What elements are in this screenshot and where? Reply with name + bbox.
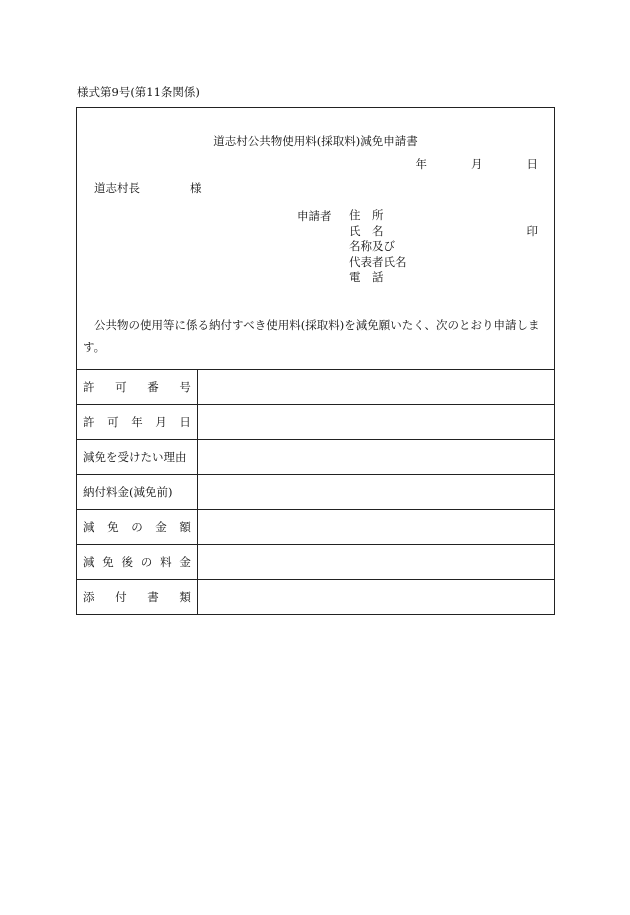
document-title: 道志村公共物使用料(採取料)減免申請書 <box>213 134 418 148</box>
row-label-char: 納付料金(減免前) <box>83 485 173 499</box>
row-value-field[interactable] <box>197 510 554 545</box>
application-form <box>76 107 555 615</box>
date-month-label: 月 <box>471 157 483 171</box>
row-label-char: の <box>131 520 143 534</box>
table-row <box>77 405 555 440</box>
addressee-name: 道志村長 <box>94 181 140 195</box>
applicant-representative-label: 代表者氏名 <box>349 254 407 269</box>
row-label <box>77 370 198 405</box>
row-label-char: 後 <box>121 555 134 569</box>
table-row <box>77 370 555 405</box>
date-line <box>416 156 539 172</box>
applicant-phone-label: 電 話 <box>349 270 384 284</box>
row-label-char: 書 <box>147 590 159 604</box>
date-year-label: 年 <box>415 157 427 171</box>
row-value-field[interactable] <box>197 545 554 580</box>
row-value-field[interactable] <box>197 370 554 405</box>
form-number: 様式第9号(第11条関係) <box>77 85 200 99</box>
row-label-text <box>83 519 191 535</box>
row-label-char: 免 <box>102 555 114 569</box>
row-label <box>77 580 198 615</box>
row-label <box>77 440 198 475</box>
table-row <box>77 510 555 545</box>
addressee <box>94 180 202 196</box>
row-label-char: 料 <box>160 555 172 569</box>
row-label <box>77 475 198 510</box>
row-value-field[interactable] <box>197 405 554 440</box>
row-label-char: 付 <box>115 590 127 604</box>
applicant-address-label: 住 所 <box>349 208 384 222</box>
row-label <box>77 405 198 440</box>
row-label-char: 免 <box>107 520 119 534</box>
row-label-text <box>83 484 191 500</box>
applicant-name-label: 氏 名 <box>349 223 384 238</box>
applicant-label: 申請者 <box>297 209 332 223</box>
seal-mark: 印 <box>526 224 538 238</box>
row-label-char: 年 <box>131 415 143 429</box>
table-row <box>77 475 555 510</box>
row-label-char: 許 <box>83 380 95 394</box>
table-row <box>77 580 555 615</box>
row-label-char: の <box>140 555 153 569</box>
row-label-char: 減免を受けたい理由 <box>83 450 187 464</box>
row-value-field[interactable] <box>197 580 554 615</box>
row-label-char: 号 <box>179 380 191 394</box>
row-label <box>77 510 198 545</box>
row-label-char: 添 <box>83 590 95 604</box>
table-row <box>77 545 555 580</box>
row-label-char: 可 <box>107 415 119 429</box>
details-table <box>76 369 555 615</box>
row-label <box>77 545 198 580</box>
row-label-text <box>83 379 191 395</box>
addressee-honorific: 様 <box>190 181 202 195</box>
row-label-char: 減 <box>83 520 95 534</box>
row-label-char: 金 <box>179 555 191 569</box>
row-label-char: 金 <box>155 520 167 534</box>
row-label-text <box>83 589 191 605</box>
row-label-char: 額 <box>179 520 191 534</box>
row-value-field[interactable] <box>197 475 554 510</box>
date-day-label: 日 <box>526 157 538 171</box>
row-label-text <box>83 554 191 570</box>
applicant-fields <box>349 208 407 286</box>
row-label-text <box>83 449 191 465</box>
row-label-char: 日 <box>179 415 191 429</box>
row-label-char: 番 <box>147 380 159 394</box>
row-label-char: 類 <box>179 590 191 604</box>
table-row <box>77 440 555 475</box>
row-label-text <box>83 414 191 430</box>
row-label-char: 可 <box>115 380 127 394</box>
applicant-org-label: 名称及び <box>349 239 395 253</box>
request-statement: 公共物の使用等に係る納付すべき使用料(採取料)を減免願いたく、次のとおり申請します。 <box>83 318 540 354</box>
row-label-char: 減 <box>83 555 95 569</box>
row-label-char: 月 <box>155 415 167 429</box>
row-value-field[interactable] <box>197 440 554 475</box>
row-label-char: 許 <box>83 415 95 429</box>
